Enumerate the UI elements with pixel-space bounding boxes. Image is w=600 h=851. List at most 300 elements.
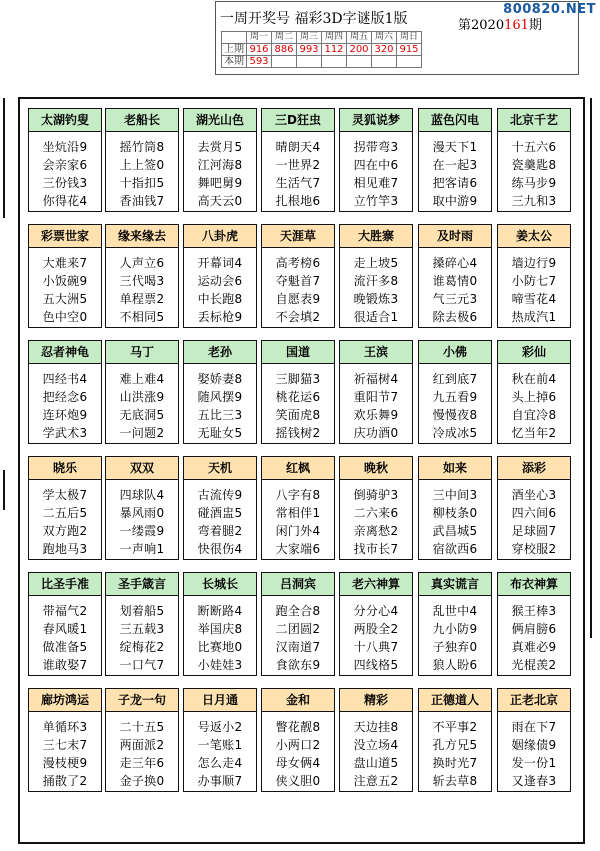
cell-body bbox=[498, 364, 570, 442]
clue-line: 摇竹筒8 bbox=[119, 140, 165, 154]
clue-line: 四在中6 bbox=[353, 158, 399, 172]
clue-line: 又逢春3 bbox=[511, 774, 557, 788]
clue-line: 无底洞5 bbox=[119, 408, 165, 422]
cell-author: 正德道人 bbox=[419, 689, 491, 712]
cell-author: 正老北京 bbox=[498, 689, 570, 712]
clue-line: 开幕词4 bbox=[197, 256, 243, 270]
clue-line: 发一份1 bbox=[511, 756, 557, 770]
cell-author: 子龙一句 bbox=[106, 689, 178, 712]
cell-author: 忍者神龟 bbox=[29, 341, 101, 364]
cell-body bbox=[184, 132, 256, 210]
left-edge-mark bbox=[3, 470, 5, 510]
clue-line: 闲门外4 bbox=[275, 524, 321, 538]
clue-line: 碰酒盅5 bbox=[197, 506, 243, 520]
clue-line: 相见难7 bbox=[353, 176, 399, 190]
cell-author: 晚秋 bbox=[340, 457, 412, 480]
left-edge-mark bbox=[3, 98, 5, 218]
clue-line: 狼人盼6 bbox=[432, 658, 478, 672]
clue-line: 小两口2 bbox=[275, 738, 321, 752]
clue-line: 在一起3 bbox=[432, 158, 478, 172]
clue-line: 走上坡5 bbox=[353, 256, 399, 270]
clue-line: 分分心4 bbox=[353, 604, 399, 618]
clue-line: 食欲东9 bbox=[275, 658, 321, 672]
puzzle-cell bbox=[497, 456, 571, 560]
puzzle-cell bbox=[418, 456, 492, 560]
cell-body bbox=[29, 248, 101, 326]
clue-line: 双方跑2 bbox=[42, 524, 88, 538]
cell-author: 马丁 bbox=[106, 341, 178, 364]
cell-author: 廊坊鸿运 bbox=[29, 689, 101, 712]
clue-line: 红到底7 bbox=[432, 372, 478, 386]
cell-body bbox=[106, 480, 178, 558]
cell-body bbox=[106, 712, 178, 790]
period-suffix: 期 bbox=[528, 18, 542, 33]
clue-line: 庆功酒0 bbox=[353, 426, 399, 440]
clue-line: 四球队4 bbox=[119, 488, 165, 502]
puzzle-cell bbox=[261, 456, 335, 560]
clue-line: 不相同5 bbox=[119, 310, 165, 324]
clue-line: 中长跑8 bbox=[197, 292, 243, 306]
puzzle-cell bbox=[183, 688, 257, 792]
cell-body bbox=[419, 480, 491, 558]
draw-value: 915 bbox=[397, 44, 422, 56]
cell-author: 太湖钓叟 bbox=[29, 109, 101, 132]
clue-line: 三五载3 bbox=[119, 622, 165, 636]
clue-line: 高天云0 bbox=[197, 194, 243, 208]
clue-line: 两股全2 bbox=[353, 622, 399, 636]
puzzle-cell bbox=[105, 224, 179, 328]
cell-author: 金和 bbox=[262, 689, 334, 712]
clue-line: 你得花4 bbox=[42, 194, 88, 208]
clue-line: 拐带弯3 bbox=[353, 140, 399, 154]
clue-line: 俩肩膀6 bbox=[511, 622, 557, 636]
clue-line: 瓷羹匙8 bbox=[511, 158, 557, 172]
draw-table bbox=[221, 31, 422, 68]
clue-line: 二十五5 bbox=[119, 720, 165, 734]
clue-line: 单循环3 bbox=[42, 720, 88, 734]
cell-body bbox=[419, 364, 491, 442]
clue-line: 十指扣5 bbox=[119, 176, 165, 190]
clue-line: 高考榜6 bbox=[275, 256, 321, 270]
draw-value bbox=[322, 56, 347, 68]
clue-line: 号返小2 bbox=[197, 720, 243, 734]
clue-line: 天边挂8 bbox=[353, 720, 399, 734]
cell-body bbox=[184, 712, 256, 790]
clue-line: 举国庆8 bbox=[197, 622, 243, 636]
clue-line: 舞吧舅9 bbox=[197, 176, 243, 190]
clue-line: 自愿表9 bbox=[275, 292, 321, 306]
clue-line: 练马步9 bbox=[511, 176, 557, 190]
row-label: 上期 bbox=[222, 44, 247, 56]
clue-line: 秋在前4 bbox=[511, 372, 557, 386]
draw-value: 320 bbox=[372, 44, 397, 56]
puzzle-cell bbox=[261, 688, 335, 792]
cell-body bbox=[106, 248, 178, 326]
clue-line: 三份钱3 bbox=[42, 176, 88, 190]
cell-body bbox=[262, 480, 334, 558]
cell-author: 姜太公 bbox=[498, 225, 570, 248]
clue-line: 五比三3 bbox=[197, 408, 243, 422]
cell-author: 缘来缘去 bbox=[106, 225, 178, 248]
clue-line: 十五六6 bbox=[511, 140, 557, 154]
clue-line: 跑地马3 bbox=[42, 542, 88, 556]
clue-line: 金子换0 bbox=[119, 774, 165, 788]
site-watermark: 800820.NET bbox=[503, 2, 596, 17]
clue-line: 姻缘债9 bbox=[511, 738, 557, 752]
weekday-cell: 周一 bbox=[247, 32, 272, 44]
clue-line: 三脚猫3 bbox=[275, 372, 321, 386]
clue-line: 九五看9 bbox=[432, 390, 478, 404]
draw-value bbox=[347, 56, 372, 68]
clue-line: 雨在下7 bbox=[511, 720, 557, 734]
cell-author: 圣手箴言 bbox=[106, 573, 178, 596]
cell-body bbox=[184, 248, 256, 326]
puzzle-cell bbox=[339, 456, 413, 560]
puzzle-cell bbox=[418, 688, 492, 792]
weekday-cell: 周五 bbox=[347, 32, 372, 44]
clue-line: 走三年6 bbox=[119, 756, 165, 770]
clue-line: 办事顺7 bbox=[197, 774, 243, 788]
clue-line: 光棍羡2 bbox=[511, 658, 557, 672]
cell-body bbox=[106, 596, 178, 674]
puzzle-cell bbox=[418, 224, 492, 328]
clue-line: 香油钱7 bbox=[119, 194, 165, 208]
cell-body bbox=[340, 364, 412, 442]
clue-line: 墙边行9 bbox=[511, 256, 557, 270]
clue-line: 足球圆7 bbox=[511, 524, 557, 538]
cell-author: 长城长 bbox=[184, 573, 256, 596]
clue-line: 立竹竿3 bbox=[353, 194, 399, 208]
clue-line: 划着船5 bbox=[119, 604, 165, 618]
clue-line: 热成汽1 bbox=[511, 310, 557, 324]
puzzle-cell bbox=[261, 224, 335, 328]
cell-author: 布衣神算 bbox=[498, 573, 570, 596]
weekday-cell: 周三 bbox=[297, 32, 322, 44]
weekday-row bbox=[222, 32, 422, 44]
cell-author: 精彩 bbox=[340, 689, 412, 712]
page-title: 一周开奖号 福彩3D字谜版1版 bbox=[220, 11, 408, 27]
draw-value: 993 bbox=[297, 44, 322, 56]
clue-line: 丢标枪9 bbox=[197, 310, 243, 324]
puzzle-cell bbox=[183, 456, 257, 560]
clue-line: 武昌城5 bbox=[432, 524, 478, 538]
clue-line: 小防七7 bbox=[511, 274, 557, 288]
clue-line: 绽梅花2 bbox=[119, 640, 165, 654]
cell-body bbox=[262, 712, 334, 790]
clue-line: 乱世中4 bbox=[432, 604, 478, 618]
puzzle-cell bbox=[339, 224, 413, 328]
clue-line: 夺魁首7 bbox=[275, 274, 321, 288]
clue-line: 带福气2 bbox=[42, 604, 88, 618]
clue-line: 孔方兄5 bbox=[432, 738, 478, 752]
this-period-row bbox=[222, 56, 422, 68]
puzzle-cell bbox=[183, 224, 257, 328]
clue-line: 三中间3 bbox=[432, 488, 478, 502]
cell-body bbox=[340, 132, 412, 210]
clue-line: 啼雪花4 bbox=[511, 292, 557, 306]
clue-line: 气三元3 bbox=[432, 292, 478, 306]
clue-line: 很适合1 bbox=[353, 310, 399, 324]
clue-line: 无耻女5 bbox=[197, 426, 243, 440]
clue-line: 生活气7 bbox=[275, 176, 321, 190]
clue-line: 一缕霞9 bbox=[119, 524, 165, 538]
clue-line: 二五后5 bbox=[42, 506, 88, 520]
cell-body bbox=[184, 596, 256, 674]
clue-line: 连环炮9 bbox=[42, 408, 88, 422]
clue-line: 娶娇妻8 bbox=[197, 372, 243, 386]
row-label: 本期 bbox=[222, 56, 247, 68]
draw-value: 886 bbox=[272, 44, 297, 56]
clue-line: 漫枝梗9 bbox=[42, 756, 88, 770]
clue-line: 把经念6 bbox=[42, 390, 88, 404]
draw-value bbox=[297, 56, 322, 68]
clue-line: 自宜冷8 bbox=[511, 408, 557, 422]
clue-line: 晚锻炼3 bbox=[353, 292, 399, 306]
clue-line: 四六间6 bbox=[511, 506, 557, 520]
draw-value: 916 bbox=[247, 44, 272, 56]
clue-line: 三九和3 bbox=[511, 194, 557, 208]
puzzle-cell bbox=[497, 108, 571, 212]
cell-body bbox=[340, 596, 412, 674]
cell-author: 添彩 bbox=[498, 457, 570, 480]
clue-line: 盘山道5 bbox=[353, 756, 399, 770]
cell-body bbox=[419, 132, 491, 210]
clue-line: 四经书4 bbox=[42, 372, 88, 386]
cell-body bbox=[106, 364, 178, 442]
puzzle-cell bbox=[497, 224, 571, 328]
clue-line: 一问题2 bbox=[119, 426, 165, 440]
clue-line: 侠义胆0 bbox=[275, 774, 321, 788]
clue-line: 一口气7 bbox=[119, 658, 165, 672]
puzzle-cell bbox=[261, 340, 335, 444]
puzzle-cell bbox=[418, 572, 492, 676]
clue-line: 八字有8 bbox=[275, 488, 321, 502]
clue-line: 没立场4 bbox=[353, 738, 399, 752]
weekday-cell: 周四 bbox=[322, 32, 347, 44]
clue-line: 四线格5 bbox=[353, 658, 399, 672]
clue-line: 笑面虎8 bbox=[275, 408, 321, 422]
puzzle-cell bbox=[105, 688, 179, 792]
cell-author: 及时雨 bbox=[419, 225, 491, 248]
clue-line: 古流传9 bbox=[197, 488, 243, 502]
clue-line: 二团圆2 bbox=[275, 622, 321, 636]
clue-line: 三七末7 bbox=[42, 738, 88, 752]
puzzle-cell bbox=[183, 572, 257, 676]
clue-line: 母女俩4 bbox=[275, 756, 321, 770]
puzzle-cell bbox=[28, 456, 102, 560]
cell-body bbox=[419, 248, 491, 326]
cell-author: 日月通 bbox=[184, 689, 256, 712]
clue-line: 比赛地0 bbox=[197, 640, 243, 654]
cell-author: 真实谎言 bbox=[419, 573, 491, 596]
clue-line: 坐炕沿9 bbox=[42, 140, 88, 154]
clue-line: 不会填2 bbox=[275, 310, 321, 324]
puzzle-cell bbox=[183, 108, 257, 212]
clue-line: 柳枝条0 bbox=[432, 506, 478, 520]
clue-line: 忆当年2 bbox=[511, 426, 557, 440]
clue-line: 瞥花靓8 bbox=[275, 720, 321, 734]
clue-line: 亲离愁2 bbox=[353, 524, 399, 538]
weekday-cell: 周六 bbox=[372, 32, 397, 44]
cell-author: 蓝色闪电 bbox=[419, 109, 491, 132]
clue-line: 把客请6 bbox=[432, 176, 478, 190]
cell-author: 双双 bbox=[106, 457, 178, 480]
puzzle-cell bbox=[28, 688, 102, 792]
clue-line: 流汗多8 bbox=[353, 274, 399, 288]
cell-body bbox=[340, 248, 412, 326]
clue-line: 搡碎心4 bbox=[432, 256, 478, 270]
cell-body bbox=[184, 364, 256, 442]
clue-line: 真难必9 bbox=[511, 640, 557, 654]
puzzle-cell bbox=[497, 572, 571, 676]
cell-body bbox=[29, 712, 101, 790]
clue-line: 上上签0 bbox=[119, 158, 165, 172]
puzzle-cell bbox=[339, 340, 413, 444]
puzzle-cell bbox=[339, 108, 413, 212]
clue-line: 斩去草8 bbox=[432, 774, 478, 788]
puzzle-cell bbox=[105, 456, 179, 560]
clue-line: 猴王棒3 bbox=[511, 604, 557, 618]
cell-body bbox=[340, 480, 412, 558]
puzzle-cell bbox=[28, 108, 102, 212]
clue-line: 小娃娃3 bbox=[197, 658, 243, 672]
cell-author: 红枫 bbox=[262, 457, 334, 480]
weekday-cell: 周二 bbox=[272, 32, 297, 44]
clue-line: 两面派2 bbox=[119, 738, 165, 752]
cell-body bbox=[184, 480, 256, 558]
clue-line: 江河海8 bbox=[197, 158, 243, 172]
draw-value bbox=[372, 56, 397, 68]
cell-body bbox=[29, 364, 101, 442]
clue-line: 会亲家6 bbox=[42, 158, 88, 172]
cell-body bbox=[498, 132, 570, 210]
cell-author: 晓乐 bbox=[29, 457, 101, 480]
draw-value bbox=[397, 56, 422, 68]
clue-line: 桃花运6 bbox=[275, 390, 321, 404]
clue-line: 十八典7 bbox=[353, 640, 399, 654]
draw-value: 593 bbox=[247, 56, 272, 68]
puzzle-cell bbox=[105, 340, 179, 444]
clue-line: 大难来7 bbox=[42, 256, 88, 270]
period-number: 161 bbox=[504, 18, 529, 33]
clue-line: 难上难4 bbox=[119, 372, 165, 386]
clue-line: 宿欲西6 bbox=[432, 542, 478, 556]
clue-line: 换时光7 bbox=[432, 756, 478, 770]
clue-line: 怎么走4 bbox=[197, 756, 243, 770]
cell-body bbox=[29, 132, 101, 210]
draw-value: 200 bbox=[347, 44, 372, 56]
clue-line: 头上掉6 bbox=[511, 390, 557, 404]
clue-line: 一声响1 bbox=[119, 542, 165, 556]
clue-line: 一笔账1 bbox=[197, 738, 243, 752]
clue-line: 不平事2 bbox=[432, 720, 478, 734]
puzzle-cell bbox=[339, 572, 413, 676]
cell-author: 湖光山色 bbox=[184, 109, 256, 132]
cell-author: 小佛 bbox=[419, 341, 491, 364]
cell-author: 灵狐说梦 bbox=[340, 109, 412, 132]
cell-body bbox=[262, 596, 334, 674]
clue-line: 找市长7 bbox=[353, 542, 399, 556]
clue-line: 子独弃0 bbox=[432, 640, 478, 654]
cell-body bbox=[29, 596, 101, 674]
clue-line: 春风暖1 bbox=[42, 622, 88, 636]
clue-line: 做准备5 bbox=[42, 640, 88, 654]
period-prefix: 第2020 bbox=[458, 18, 505, 33]
clue-line: 取中游9 bbox=[432, 194, 478, 208]
puzzle-cell bbox=[261, 572, 335, 676]
puzzle-cell bbox=[183, 340, 257, 444]
puzzle-cell bbox=[497, 340, 571, 444]
cell-author: 天机 bbox=[184, 457, 256, 480]
cell-author: 国道 bbox=[262, 341, 334, 364]
cell-body bbox=[419, 596, 491, 674]
clue-line: 学太极7 bbox=[42, 488, 88, 502]
clue-line: 扎根地6 bbox=[275, 194, 321, 208]
puzzle-cell bbox=[28, 224, 102, 328]
cell-body bbox=[498, 480, 570, 558]
cell-body bbox=[262, 364, 334, 442]
cell-author: 八卦虎 bbox=[184, 225, 256, 248]
clue-line: 九小防9 bbox=[432, 622, 478, 636]
cell-author: 王滨 bbox=[340, 341, 412, 364]
cell-body bbox=[106, 132, 178, 210]
puzzle-cell bbox=[105, 572, 179, 676]
weekday-cell: 周日 bbox=[397, 32, 422, 44]
clue-line: 小饭碗9 bbox=[42, 274, 88, 288]
clue-line: 摇钱树2 bbox=[275, 426, 321, 440]
puzzle-cell bbox=[497, 688, 571, 792]
last-period-row bbox=[222, 44, 422, 56]
clue-line: 弯着腿2 bbox=[197, 524, 243, 538]
clue-line: 色中空0 bbox=[42, 310, 88, 324]
cell-body bbox=[29, 480, 101, 558]
draw-value bbox=[272, 56, 297, 68]
cell-author: 天涯草 bbox=[262, 225, 334, 248]
cell-body bbox=[340, 712, 412, 790]
clue-line: 快很伤4 bbox=[197, 542, 243, 556]
puzzle-cell bbox=[28, 572, 102, 676]
clue-line: 二六来6 bbox=[353, 506, 399, 520]
clue-line: 祈福树4 bbox=[353, 372, 399, 386]
cell-body bbox=[262, 132, 334, 210]
cell-body bbox=[498, 596, 570, 674]
clue-line: 漫天下1 bbox=[432, 140, 478, 154]
puzzle-cell bbox=[105, 108, 179, 212]
clue-line: 冷成冰5 bbox=[432, 426, 478, 440]
clue-line: 谁葛情0 bbox=[432, 274, 478, 288]
clue-line: 酒坐心3 bbox=[511, 488, 557, 502]
clue-line: 晴朗天4 bbox=[275, 140, 321, 154]
clue-line: 跑全合8 bbox=[275, 604, 321, 618]
cell-author: 老船长 bbox=[106, 109, 178, 132]
cell-body bbox=[498, 248, 570, 326]
cell-author: 北京千艺 bbox=[498, 109, 570, 132]
clue-line: 除去极6 bbox=[432, 310, 478, 324]
clue-line: 重阳节7 bbox=[353, 390, 399, 404]
cell-author: 彩票世家 bbox=[29, 225, 101, 248]
puzzle-cell bbox=[418, 108, 492, 212]
cell-author: 彩仙 bbox=[498, 341, 570, 364]
clue-line: 山洪涨9 bbox=[119, 390, 165, 404]
clue-line: 捅散了2 bbox=[42, 774, 88, 788]
clue-line: 人声立6 bbox=[119, 256, 165, 270]
clue-line: 五大洲5 bbox=[42, 292, 88, 306]
cell-author: 三D狂虫 bbox=[262, 109, 334, 132]
clue-line: 一世界2 bbox=[275, 158, 321, 172]
cell-author: 如来 bbox=[419, 457, 491, 480]
puzzle-cell bbox=[418, 340, 492, 444]
right-edge-mark bbox=[590, 98, 592, 638]
